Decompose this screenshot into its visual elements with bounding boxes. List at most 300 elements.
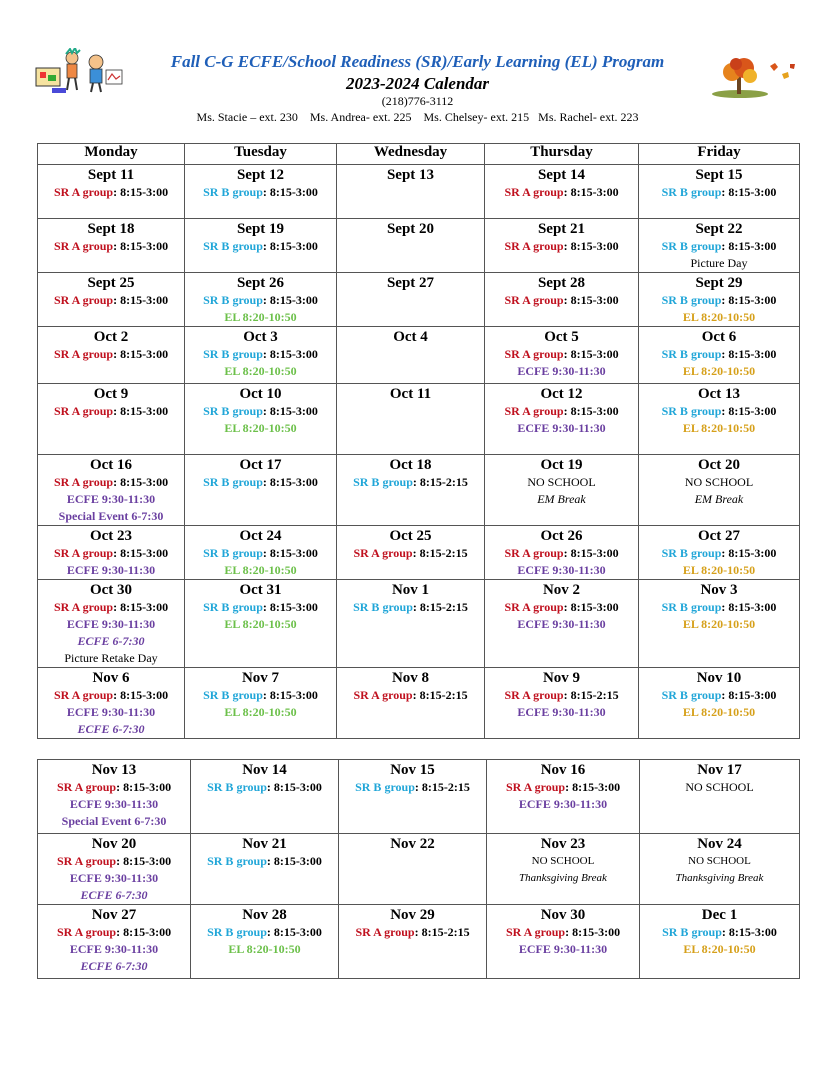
- group-label: SR A group: [53, 688, 114, 702]
- group-session: [185, 403, 336, 420]
- day-date: Oct 16: [89, 457, 133, 473]
- event-note: EL 8:20-10:50: [682, 364, 756, 378]
- calendar-day-cell: [38, 165, 185, 219]
- calendar-week-row: [38, 760, 800, 834]
- event-note: Picture Retake Day: [64, 651, 158, 665]
- group-session: [185, 599, 336, 616]
- group-label: SR B group: [203, 293, 263, 307]
- day-date: Oct 30: [89, 582, 133, 598]
- group-session: [185, 545, 336, 562]
- group-label: SR A group: [53, 404, 114, 418]
- session-time: : 8:15-3:00: [113, 600, 169, 614]
- session-time: : 8:15-3:00: [116, 780, 172, 794]
- session-time: : 8:15-3:00: [113, 404, 169, 418]
- group-label: SR B group: [661, 239, 722, 253]
- day-date: Nov 28: [242, 907, 287, 923]
- group-label: SR A group: [53, 347, 114, 361]
- calendar-day-cell: [639, 580, 800, 668]
- calendar-day-cell: [337, 668, 485, 739]
- session-time: : 8:15-3:00: [262, 688, 318, 702]
- group-label: SR A group: [504, 185, 564, 199]
- weekday-header: Monday: [38, 144, 185, 165]
- session-time: : 8:15-3:00: [563, 185, 619, 199]
- staff-contacts: Ms. Stacie – ext. 230 Ms. Andrea- ext. 225 Ms. Chelsey- ext. 215 Ms. Rachel- ext. 223: [196, 110, 639, 124]
- calendar-day-cell: [485, 384, 639, 455]
- event-note: ECFE 9:30-11:30: [66, 563, 156, 577]
- calendar-day-cell: [485, 327, 639, 384]
- group-session: [640, 924, 799, 941]
- calendar-table-nov-dec: [37, 759, 800, 979]
- event-note: Thanksgiving Break: [519, 872, 607, 884]
- day-date: Sept 28: [537, 275, 586, 291]
- session-time: : 8:15-3:00: [113, 546, 169, 560]
- group-session: [38, 779, 190, 796]
- group-label: SR B group: [203, 600, 263, 614]
- group-label: SR A group: [505, 925, 566, 939]
- session-time: : 8:15-2:15: [414, 780, 470, 794]
- group-label: SR A group: [505, 780, 566, 794]
- calendar-day-cell: [185, 668, 337, 739]
- calendar-day-cell: [485, 580, 639, 668]
- weekday-header: Friday: [639, 144, 800, 165]
- group-label: SR B group: [203, 475, 263, 489]
- calendar-week-row: [38, 580, 800, 668]
- group-session: [639, 599, 799, 616]
- event-note: EL 8:20-10:50: [682, 421, 756, 435]
- group-label: SR A group: [504, 688, 564, 702]
- session-time: : 8:15-3:00: [113, 347, 169, 361]
- day-date: Oct 13: [697, 386, 741, 402]
- day-date: Nov 6: [92, 670, 130, 686]
- event-note: EL 8:20-10:50: [682, 617, 756, 631]
- group-label: SR B group: [203, 688, 263, 702]
- day-date: Nov 7: [241, 670, 280, 686]
- group-label: SR B group: [661, 404, 722, 418]
- event-note: ECFE 9:30-11:30: [69, 797, 159, 811]
- calendar-day-cell: [639, 219, 800, 273]
- session-time: : 8:15-3:00: [262, 600, 318, 614]
- group-session: [38, 403, 184, 420]
- group-session: [191, 924, 338, 941]
- calendar-day-cell: [640, 834, 800, 905]
- event-note: Thanksgiving Break: [675, 872, 764, 884]
- group-label: SR B group: [661, 185, 722, 199]
- group-session: [639, 687, 799, 704]
- group-session: [185, 346, 336, 363]
- day-date: Oct 9: [93, 386, 129, 402]
- weekday-header-row: [38, 144, 800, 165]
- day-date: Nov 17: [697, 762, 742, 778]
- calendar-day-cell: [639, 526, 800, 580]
- group-session: [38, 292, 184, 309]
- group-session: [337, 687, 484, 704]
- day-date: Sept 13: [386, 167, 435, 183]
- calendar-day-cell: [487, 905, 640, 979]
- weekday-header: Tuesday: [185, 144, 337, 165]
- group-label: SR B group: [203, 546, 263, 560]
- group-session: [337, 599, 484, 616]
- group-label: SR B group: [661, 600, 722, 614]
- day-date: Oct 17: [239, 457, 282, 473]
- session-time: : 8:15-3:00: [262, 347, 318, 361]
- group-session: [38, 853, 190, 870]
- day-date: Oct 25: [389, 528, 432, 544]
- day-date: Sept 18: [87, 221, 135, 237]
- calendar-day-cell: [337, 526, 485, 580]
- event-note: EM Break: [537, 492, 586, 506]
- day-date: Nov 21: [242, 836, 287, 852]
- calendar-day-cell: [38, 905, 191, 979]
- event-note: EL 8:20-10:50: [682, 705, 756, 719]
- day-date: Oct 12: [540, 386, 583, 402]
- calendar-day-cell: [38, 219, 185, 273]
- group-label: SR B group: [353, 475, 413, 489]
- event-note: ECFE 9:30-11:30: [517, 705, 606, 719]
- calendar-day-cell: [485, 668, 639, 739]
- day-date: Oct 26: [540, 528, 583, 544]
- event-note: EL 8:20-10:50: [224, 617, 297, 631]
- group-session: [639, 346, 799, 363]
- group-session: [185, 474, 336, 491]
- calendar-day-cell: [339, 905, 487, 979]
- page-subtitle: 2023-2024 Calendar: [345, 74, 490, 93]
- calendar-day-cell: [485, 165, 639, 219]
- group-label: SR B group: [355, 780, 415, 794]
- group-label: SR A group: [353, 688, 413, 702]
- day-date: Nov 2: [542, 582, 581, 598]
- event-note: ECFE 6-7:30: [80, 959, 148, 973]
- group-session: [639, 184, 799, 201]
- calendar-day-cell: [640, 760, 800, 834]
- day-date: Oct 4: [393, 329, 428, 345]
- group-label: SR B group: [207, 925, 267, 939]
- session-time: : 8:15-3:00: [563, 600, 619, 614]
- event-note: ECFE 9:30-11:30: [66, 705, 156, 719]
- group-session: [38, 545, 184, 562]
- session-time: : 8:15-3:00: [721, 185, 777, 199]
- calendar-week-row: [38, 455, 800, 526]
- day-date: Nov 20: [91, 836, 137, 852]
- group-session: [185, 292, 336, 309]
- day-date: Nov 9: [542, 670, 581, 686]
- day-date: Nov 14: [242, 762, 287, 778]
- group-session: [487, 779, 639, 796]
- group-label: SR A group: [56, 925, 117, 939]
- event-note: ECFE 9:30-11:30: [69, 942, 159, 956]
- event-note: NO SCHOOL: [685, 780, 754, 794]
- day-date: Nov 13: [91, 762, 137, 778]
- event-note: ECFE 9:30-11:30: [518, 797, 608, 811]
- group-label: SR A group: [53, 600, 114, 614]
- calendar-day-cell: [337, 273, 485, 327]
- session-time: : 8:15-3:00: [266, 854, 322, 868]
- group-session: [38, 599, 184, 616]
- calendar-week-row: [38, 165, 800, 219]
- event-note: EL 8:20-10:50: [224, 705, 297, 719]
- day-date: Dec 1: [701, 907, 738, 923]
- group-label: SR A group: [504, 293, 564, 307]
- calendar-day-cell: [487, 760, 640, 834]
- group-label: SR B group: [661, 546, 722, 560]
- calendar-day-cell: [38, 455, 185, 526]
- calendar-day-cell: [185, 273, 337, 327]
- group-session: [485, 545, 638, 562]
- event-note: EL 8:20-10:50: [224, 563, 297, 577]
- session-time: : 8:15-2:15: [412, 688, 468, 702]
- calendar-day-cell: [38, 760, 191, 834]
- group-label: SR B group: [207, 780, 267, 794]
- group-label: SR A group: [504, 347, 564, 361]
- calendar-day-cell: [185, 384, 337, 455]
- day-date: Nov 8: [391, 670, 430, 686]
- group-session: [639, 403, 799, 420]
- day-date: Sept 12: [236, 167, 285, 183]
- group-session: [485, 292, 638, 309]
- group-session: [38, 184, 184, 201]
- session-time: : 8:15-3:00: [262, 239, 318, 253]
- day-date: Nov 15: [390, 762, 435, 778]
- calendar-day-cell: [38, 526, 185, 580]
- calendar-day-cell: [38, 580, 185, 668]
- session-time: : 8:15-3:00: [266, 925, 322, 939]
- group-label: SR A group: [504, 546, 564, 560]
- session-time: : 8:15-3:00: [116, 925, 172, 939]
- calendar-day-cell: [185, 165, 337, 219]
- day-date: Nov 27: [91, 907, 137, 923]
- calendar-day-cell: [337, 580, 485, 668]
- calendar-week-row: [38, 668, 800, 739]
- group-label: SR A group: [53, 293, 114, 307]
- event-note: NO SCHOOL: [527, 475, 596, 489]
- calendar-day-cell: [185, 327, 337, 384]
- day-date: Oct 3: [243, 329, 278, 345]
- group-session: [38, 238, 184, 255]
- calendar-day-cell: [639, 327, 800, 384]
- event-note: EM Break: [694, 492, 744, 506]
- day-date: Nov 29: [390, 907, 435, 923]
- day-date: Sept 26: [236, 275, 285, 291]
- day-date: Oct 18: [389, 457, 432, 473]
- calendar-week-row: [38, 526, 800, 580]
- calendar-day-cell: [38, 384, 185, 455]
- session-time: : 8:15-3:00: [721, 404, 777, 418]
- session-time: : 8:15-2:15: [412, 546, 468, 560]
- calendar-day-cell: [639, 165, 800, 219]
- calendar-day-cell: [337, 384, 485, 455]
- calendar-day-cell: [191, 834, 339, 905]
- group-label: SR B group: [203, 239, 263, 253]
- calendar-day-cell: [337, 165, 485, 219]
- day-date: Oct 24: [239, 528, 282, 544]
- session-time: : 8:15-3:00: [563, 546, 619, 560]
- event-note: ECFE 9:30-11:30: [517, 617, 606, 631]
- group-session: [339, 779, 486, 796]
- group-label: SR A group: [504, 404, 564, 418]
- calendar-day-cell: [339, 760, 487, 834]
- calendar-day-cell: [485, 219, 639, 273]
- group-session: [485, 403, 638, 420]
- session-time: : 8:15-2:15: [414, 925, 470, 939]
- day-date: Nov 10: [696, 670, 742, 686]
- group-session: [185, 687, 336, 704]
- day-date: Oct 31: [239, 582, 282, 598]
- group-label: SR B group: [203, 185, 263, 199]
- calendar-day-cell: [38, 327, 185, 384]
- group-session: [487, 924, 639, 941]
- session-time: : 8:15-3:00: [266, 780, 322, 794]
- group-label: SR A group: [53, 546, 114, 560]
- group-label: SR A group: [355, 925, 415, 939]
- session-time: : 8:15-3:00: [563, 404, 619, 418]
- event-note: EL 8:20-10:50: [228, 942, 301, 956]
- session-time: : 8:15-3:00: [565, 780, 621, 794]
- group-label: SR B group: [661, 688, 722, 702]
- group-session: [185, 238, 336, 255]
- group-session: [485, 687, 638, 704]
- day-date: Oct 10: [239, 386, 282, 402]
- session-time: : 8:15-3:00: [113, 688, 169, 702]
- event-note: EL 8:20-10:50: [224, 310, 297, 324]
- day-date: Sept 29: [695, 275, 743, 291]
- calendar-day-cell: [38, 668, 185, 739]
- group-session: [38, 474, 184, 491]
- group-session: [337, 545, 484, 562]
- day-date: Nov 30: [540, 907, 586, 923]
- group-label: SR A group: [353, 546, 413, 560]
- session-time: : 8:15-2:15: [412, 600, 468, 614]
- calendar-table-sept-nov: [37, 143, 800, 739]
- calendar-day-cell: [485, 455, 639, 526]
- event-note: ECFE 9:30-11:30: [517, 421, 606, 435]
- calendar-day-cell: [339, 834, 487, 905]
- phone-number: (218)776-3112: [381, 94, 454, 108]
- session-time: : 8:15-3:00: [565, 925, 621, 939]
- calendar-week-row: [38, 327, 800, 384]
- event-note: Special Event 6-7:30: [61, 814, 167, 828]
- calendar-day-cell: [185, 219, 337, 273]
- event-note: ECFE 9:30-11:30: [517, 563, 606, 577]
- day-date: Sept 20: [386, 221, 435, 237]
- session-time: : 8:15-3:00: [262, 404, 318, 418]
- day-date: Oct 23: [89, 528, 133, 544]
- session-time: : 8:15-3:00: [262, 546, 318, 560]
- session-time: : 8:15-3:00: [262, 475, 318, 489]
- session-time: : 8:15-3:00: [721, 546, 777, 560]
- event-note: NO SCHOOL: [684, 475, 754, 489]
- calendar-day-cell: [337, 219, 485, 273]
- day-date: Oct 5: [544, 329, 579, 345]
- group-session: [639, 545, 799, 562]
- calendar-day-cell: [185, 580, 337, 668]
- day-date: Sept 19: [236, 221, 285, 237]
- day-date: Sept 27: [386, 275, 435, 291]
- calendar-week-row: [38, 384, 800, 455]
- event-note: EL 8:20-10:50: [224, 421, 297, 435]
- group-session: [38, 346, 184, 363]
- session-time: : 8:15-3:00: [721, 925, 777, 939]
- event-note: ECFE 9:30-11:30: [69, 871, 159, 885]
- event-note: Picture Day: [690, 256, 748, 270]
- group-label: SR B group: [661, 347, 722, 361]
- calendar-day-cell: [337, 327, 485, 384]
- group-session: [337, 474, 484, 491]
- group-label: SR A group: [504, 600, 564, 614]
- event-note: ECFE 6-7:30: [77, 634, 145, 648]
- day-date: Oct 2: [93, 329, 129, 345]
- session-time: : 8:15-3:00: [116, 854, 172, 868]
- session-time: : 8:15-2:15: [563, 688, 619, 702]
- calendar-day-cell: [337, 455, 485, 526]
- session-time: : 8:15-3:00: [721, 293, 777, 307]
- group-label: SR B group: [353, 600, 413, 614]
- group-session: [485, 346, 638, 363]
- calendar-week-row: [38, 273, 800, 327]
- event-note: Special Event 6-7:30: [58, 509, 164, 523]
- calendar-day-cell: [639, 668, 800, 739]
- session-time: : 8:15-3:00: [721, 600, 777, 614]
- session-time: : 8:15-3:00: [113, 475, 169, 489]
- session-time: : 8:15-3:00: [563, 239, 619, 253]
- group-session: [485, 184, 638, 201]
- group-label: SR B group: [207, 854, 267, 868]
- event-note: ECFE 6-7:30: [80, 888, 148, 902]
- day-date: Oct 11: [389, 386, 432, 402]
- day-date: Nov 3: [700, 582, 738, 598]
- calendar-week-row: [38, 905, 800, 979]
- event-note: EL 8:20-10:50: [224, 364, 297, 378]
- group-session: [191, 853, 338, 870]
- session-time: : 8:15-2:15: [412, 475, 468, 489]
- group-session: [38, 924, 190, 941]
- page-title: Fall C-G ECFE/School Readiness (SR)/Early Learning (EL) Program: [170, 52, 665, 71]
- day-date: Nov 23: [540, 836, 586, 852]
- session-time: : 8:15-3:00: [721, 688, 777, 702]
- session-time: : 8:15-3:00: [721, 347, 777, 361]
- calendar-day-cell: [640, 905, 800, 979]
- event-note: ECFE 9:30-11:30: [518, 942, 608, 956]
- calendar-day-cell: [485, 273, 639, 327]
- group-session: [485, 238, 638, 255]
- calendar-day-cell: [487, 834, 640, 905]
- group-label: SR A group: [53, 185, 114, 199]
- event-note: ECFE 9:30-11:30: [66, 617, 156, 631]
- day-date: Sept 15: [695, 167, 743, 183]
- calendar-week-row: [38, 219, 800, 273]
- session-time: : 8:15-3:00: [262, 185, 318, 199]
- event-note: ECFE 9:30-11:30: [66, 492, 156, 506]
- day-date: Sept 21: [537, 221, 586, 237]
- calendar-day-cell: [185, 455, 337, 526]
- calendar-day-cell: [639, 384, 800, 455]
- group-session: [38, 687, 184, 704]
- group-label: SR B group: [662, 925, 722, 939]
- group-session: [639, 238, 799, 255]
- calendar-day-cell: [639, 455, 800, 526]
- event-note: ECFE 6-7:30: [77, 722, 145, 736]
- group-session: [485, 599, 638, 616]
- calendar-day-cell: [639, 273, 800, 327]
- group-label: SR B group: [203, 404, 263, 418]
- event-note: EL 8:20-10:50: [682, 310, 756, 324]
- group-session: [639, 292, 799, 309]
- day-date: Oct 6: [701, 329, 737, 345]
- group-label: SR B group: [203, 347, 263, 361]
- event-note: EL 8:20-10:50: [683, 942, 756, 956]
- calendar-day-cell: [38, 834, 191, 905]
- group-label: SR A group: [504, 239, 564, 253]
- group-label: SR A group: [56, 780, 117, 794]
- group-session: [185, 184, 336, 201]
